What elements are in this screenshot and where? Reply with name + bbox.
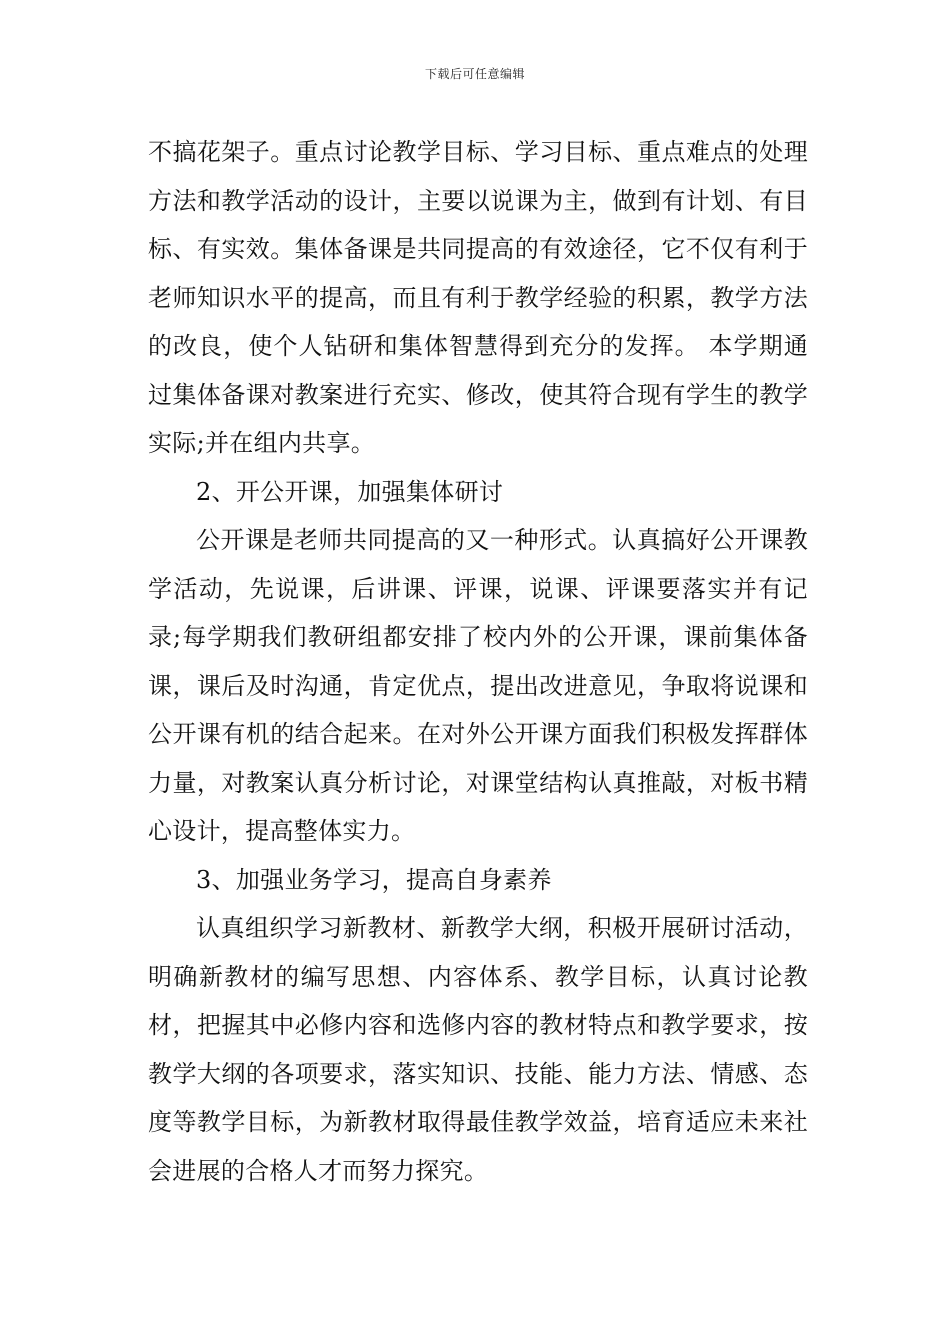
paragraph-continuation: 不搞花架子。重点讨论教学目标、学习目标、重点难点的处理方法和教学活动的设计，主要以说课为主，做到有计划、有目标、有实效。集体备课是共同提高的有效途径，它不仅有利于老师知识水平的提高，而且有利于教学经验的积累，教学方法的改良，使个人钻研和集体智慧得到充分的发挥。 本学期通过集体备课对教案进行充实、修改，使其符合现有学生的教学实际;并在组内共享。 — [148, 138, 808, 457]
section-heading-3: 3、加强业务学习，提高自身素养 — [196, 865, 552, 894]
document-body — [148, 128, 808, 1195]
paragraph-open-class: 公开课是老师共同提高的又一种形式。认真搞好公开课教学活动，先说课，后讲课、评课，说课、评课要落实并有记录;每学期我们教研组都安排了校内外的公开课，课前集体备课，课后及时沟通，肯定优点，提出改进意见，争取将说课和公开课有机的结合起来。在对外公开课方面我们积极发挥群体力量，对教案认真分析讨论，对课堂结构认真推敲，对板书精心设计，提高整体实力。 — [148, 526, 808, 845]
section-heading-2: 2、开公开课，加强集体研讨 — [196, 477, 504, 506]
paragraph-professional-study: 认真组织学习新教材、新教学大纲，积极开展研讨活动，明确新教材的编写思想、内容体系、教学目标，认真讨论教材，把握其中必修内容和选修内容的教材特点和教学要求，按教学大纲的各项要求，落实知识、技能、能力方法、情感、态度等教学目标，为新教材取得最佳教学效益，培育适应未来社会进展的合格人才而努力探究。 — [148, 914, 808, 1185]
page-header: 下载后可任意编辑 — [424, 67, 525, 81]
